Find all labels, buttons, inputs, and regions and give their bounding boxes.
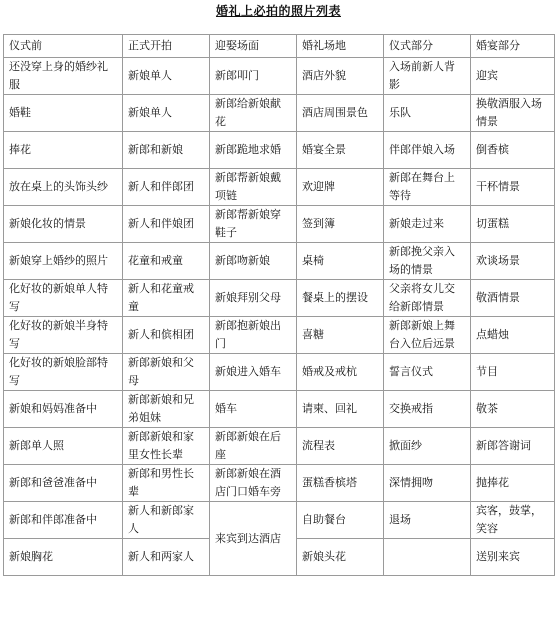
table-cell: 婚宴全景	[297, 132, 384, 169]
table-cell: 新郎抱新娘出门	[210, 317, 297, 354]
table-cell: 新娘胸花	[4, 539, 123, 576]
table-cell: 流程表	[297, 428, 384, 465]
table-cell: 新郎挽父亲入场的情景	[384, 243, 471, 280]
table-cell: 换敬酒服入场情景	[471, 95, 555, 132]
table-cell: 倒香槟	[471, 132, 555, 169]
table-cell: 宾客，鼓掌，笑容	[471, 502, 555, 539]
table-row	[4, 354, 555, 391]
table-cell: 新娘走过来	[384, 206, 471, 243]
table-cell: 入场前新人背影	[384, 58, 471, 95]
table-cell: 新郎单人照	[4, 428, 123, 465]
table-cell: 新娘单人	[123, 95, 210, 132]
table-cell: 切蛋糕	[471, 206, 555, 243]
table-cell: 新娘穿上婚纱的照片	[4, 243, 123, 280]
table-cell: 交换戒指	[384, 391, 471, 428]
table-cell: 新郎和新娘	[123, 132, 210, 169]
table-cell: 新郎新娘和兄弟姐妹	[123, 391, 210, 428]
table-cell: 来宾到达酒店	[210, 502, 297, 576]
table-cell: 化好妆的新娘半身特写	[4, 317, 123, 354]
table-cell: 餐桌上的摆设	[297, 280, 384, 317]
table-cell: 化好妆的新娘脸部特写	[4, 354, 123, 391]
table-cell: 化好妆的新娘单人特写	[4, 280, 123, 317]
table-row	[4, 391, 555, 428]
table-cell: 捧花	[4, 132, 123, 169]
table-cell: 新郎新娘上舞台入位后远景	[384, 317, 471, 354]
column-header: 仪式前	[4, 35, 123, 58]
table-cell: 抛捧花	[471, 465, 555, 502]
table-cell: 婚鞋	[4, 95, 123, 132]
table-cell: 父亲将女儿交给新郎情景	[384, 280, 471, 317]
table-cell: 誓言仪式	[384, 354, 471, 391]
column-header: 正式开拍	[123, 35, 210, 58]
table-cell: 新郎和爸爸准备中	[4, 465, 123, 502]
table-cell: 干杯情景	[471, 169, 555, 206]
column-header: 仪式部分	[384, 35, 471, 58]
table-cell: 新郎新娘和家里女性长辈	[123, 428, 210, 465]
table-cell: 新娘进入婚车	[210, 354, 297, 391]
table-row	[4, 243, 555, 280]
table-cell: 酒店外貌	[297, 58, 384, 95]
page-title: 婚礼上必拍的照片列表	[215, 4, 341, 18]
column-header: 婚礼场地	[297, 35, 384, 58]
table-cell: 乐队	[384, 95, 471, 132]
table-cell: 签到簿	[297, 206, 384, 243]
table-cell: 新娘化妆的情景	[4, 206, 123, 243]
table-cell: 新郎在舞台上等待	[384, 169, 471, 206]
table-cell: 点蜡烛	[471, 317, 555, 354]
table-cell: 退场	[384, 502, 471, 539]
table-cell: 新郎叩门	[210, 58, 297, 95]
table-row	[4, 502, 555, 539]
table-cell: 新郎给新娘献花	[210, 95, 297, 132]
table-cell: 新郎和伴郎准备中	[4, 502, 123, 539]
table-cell: 新郎吻新娘	[210, 243, 297, 280]
table-cell: 婚车	[210, 391, 297, 428]
table-cell: 敬酒情景	[471, 280, 555, 317]
table-cell: 新郎答谢词	[471, 428, 555, 465]
table-cell: 新郎新娘在后座	[210, 428, 297, 465]
table-cell: 酒店周围景色	[297, 95, 384, 132]
table-cell: 新郎帮新娘戴项链	[210, 169, 297, 206]
table-row	[4, 428, 555, 465]
table-cell: 欢迎牌	[297, 169, 384, 206]
table-cell: 新郎新娘和父母	[123, 354, 210, 391]
table-cell: 新人和伴娘团	[123, 206, 210, 243]
table-cell: 喜糖	[297, 317, 384, 354]
table-cell	[384, 539, 471, 576]
table-cell: 新郎和男性长辈	[123, 465, 210, 502]
table-cell: 新人和两家人	[123, 539, 210, 576]
table-cell: 新人和伴郎团	[123, 169, 210, 206]
table-cell: 掀面纱	[384, 428, 471, 465]
table-cell: 迎宾	[471, 58, 555, 95]
table-cell: 新娘头花	[297, 539, 384, 576]
table-cell: 节目	[471, 354, 555, 391]
table-cell: 还没穿上身的婚纱礼服	[4, 58, 123, 95]
table-header-row	[4, 35, 555, 58]
table-cell: 新郎帮新娘穿鞋子	[210, 206, 297, 243]
photo-list-table	[3, 34, 555, 576]
table-cell: 深情拥吻	[384, 465, 471, 502]
table-cell: 新娘和妈妈准备中	[4, 391, 123, 428]
table-body	[4, 35, 555, 576]
table-cell: 新人和傧相团	[123, 317, 210, 354]
table-cell: 新郎新娘在酒店门口婚车旁	[210, 465, 297, 502]
table-row	[4, 132, 555, 169]
table-cell: 欢谈场景	[471, 243, 555, 280]
table-cell: 新娘拜别父母	[210, 280, 297, 317]
table-cell: 新娘单人	[123, 58, 210, 95]
table-cell: 请柬、回礼	[297, 391, 384, 428]
table-cell: 自助餐台	[297, 502, 384, 539]
table-cell: 新郎跪地求婚	[210, 132, 297, 169]
table-cell: 婚戒及戒杭	[297, 354, 384, 391]
column-header: 婚宴部分	[471, 35, 555, 58]
table-cell: 新人和花童戒童	[123, 280, 210, 317]
table-row	[4, 317, 555, 354]
table-cell: 桌椅	[297, 243, 384, 280]
table-cell: 伴郎伴娘入场	[384, 132, 471, 169]
table-row	[4, 280, 555, 317]
table-cell: 送别来宾	[471, 539, 555, 576]
table-row	[4, 206, 555, 243]
table-row	[4, 95, 555, 132]
table-cell: 敬茶	[471, 391, 555, 428]
table-row	[4, 169, 555, 206]
table-row	[4, 58, 555, 95]
table-cell: 新人和新郎家人	[123, 502, 210, 539]
table-row	[4, 465, 555, 502]
table-cell: 放在桌上的头饰头纱	[4, 169, 123, 206]
table-cell: 蛋糕香槟塔	[297, 465, 384, 502]
column-header: 迎娶场面	[210, 35, 297, 58]
table-cell: 花童和戒童	[123, 243, 210, 280]
